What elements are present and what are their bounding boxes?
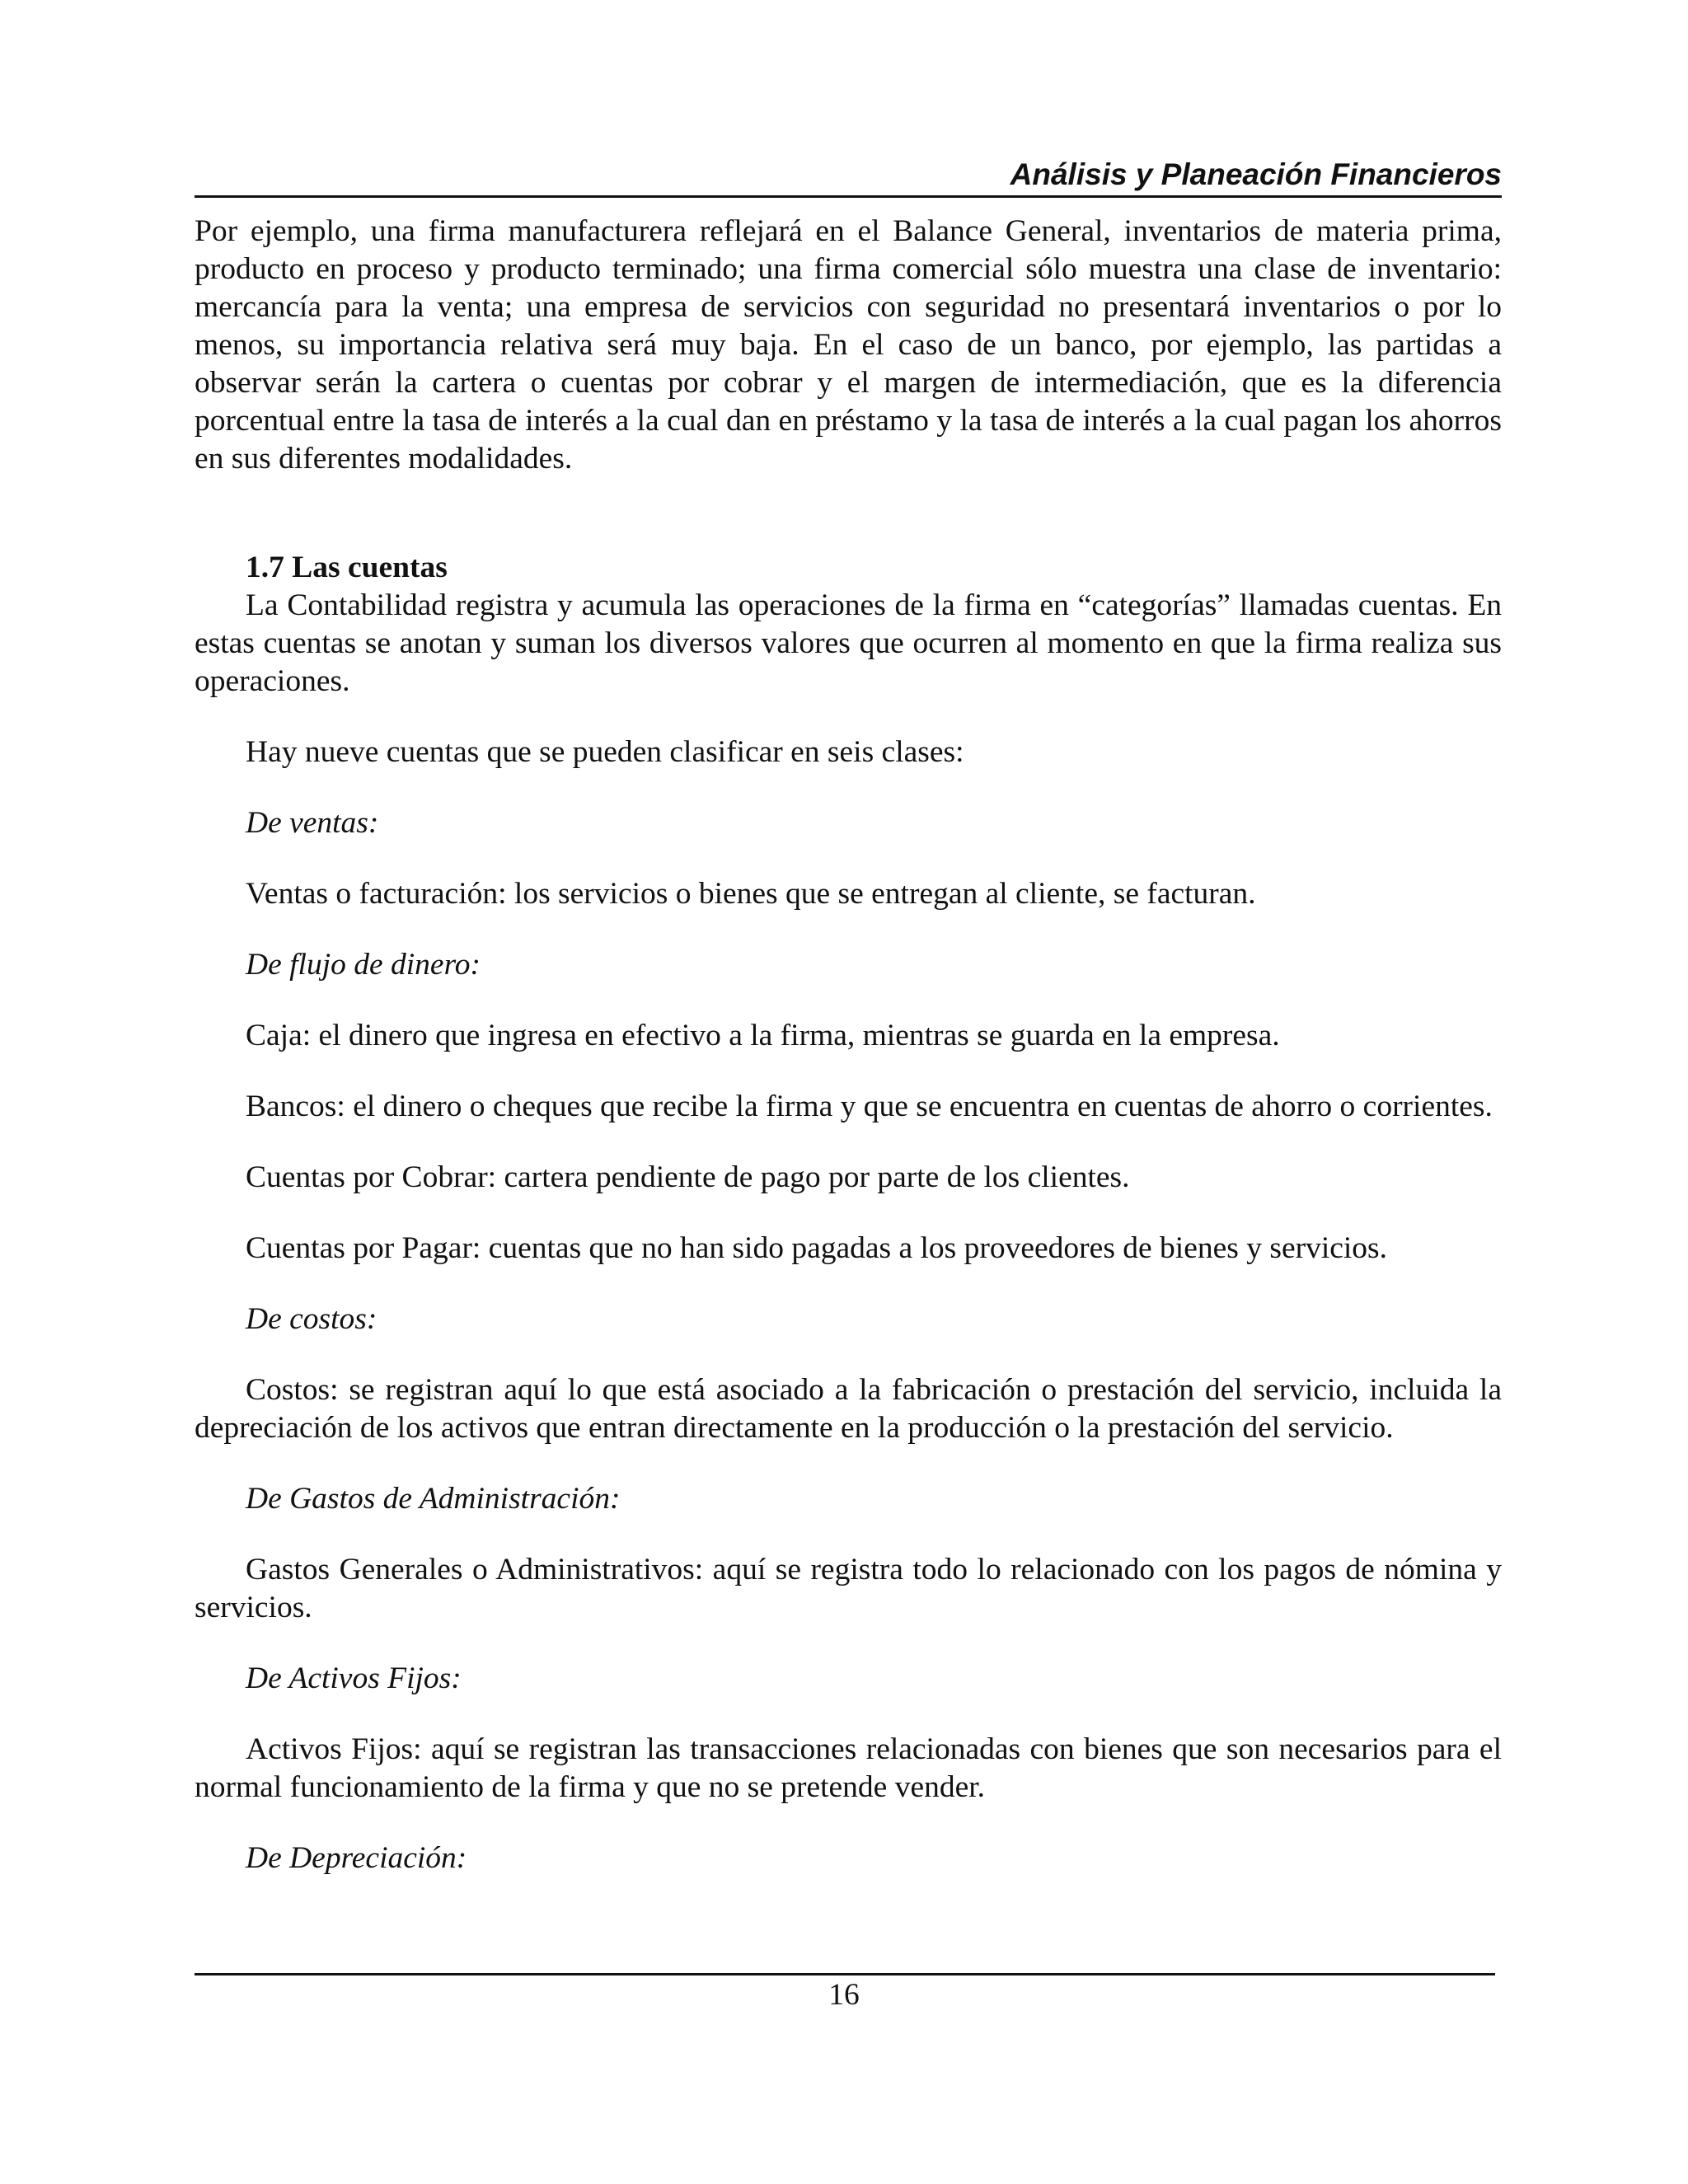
body-text [195, 213, 1502, 1877]
category-ventas: De ventas: [246, 806, 379, 840]
footer-rule [195, 1973, 1495, 1975]
category-costos: De costos: [246, 1302, 377, 1336]
category-flujo-de-dinero: De flujo de dinero: [246, 948, 481, 982]
paragraph-caja: Caja: el dinero que ingresa en efectivo a la firma, mientras se guarda en la empresa. [246, 1019, 1280, 1052]
classes-intro-paragraph: Hay nueve cuentas que se pueden clasificar en seis clases: [246, 735, 964, 769]
header-rule [195, 195, 1502, 198]
running-header: Análisis y Planeación Financieros [1010, 157, 1502, 191]
paragraph-cuentas-por-pagar: Cuentas por Pagar: cuentas que no han sido pagadas a los proveedores de bienes y servicios. [246, 1231, 1388, 1265]
category-activos-fijos: De Activos Fijos: [246, 1661, 462, 1695]
paragraph-costos: Costos: se registran aquí lo que está asociado a la fabricación o prestación del servicio, incluida la depreciación de los activos que entran directamente en la producción o la prestación del servicio. [195, 1373, 1502, 1445]
paragraph-gastos: Gastos Generales o Administrativos: aquí se registra todo lo relacionado con los pagos de nómina y servicios. [195, 1553, 1502, 1624]
section-heading: 1.7 Las cuentas [246, 551, 448, 584]
category-depreciacion: De Depreciación: [246, 1841, 467, 1875]
paragraph-ventas: Ventas o facturación: los servicios o bienes que se entregan al cliente, se facturan. [246, 877, 1256, 911]
paragraph-activos-fijos: Activos Fijos: aquí se registran las transacciones relacionadas con bienes que son necesarios para el normal funcionamiento de la firma y que no se pretende vender. [195, 1732, 1502, 1804]
page-number: 16 [828, 1978, 860, 2012]
section-intro-paragraph: La Contabilidad registra y acumula las operaciones de la firma en “categorías” llamadas cuentas. En estas cuentas se anotan y suman los diversos valores que ocurren al momento en que la firma realiza sus operaciones. [195, 588, 1502, 698]
paragraph-bancos: Bancos: el dinero o cheques que recibe la firma y que se encuentra en cuentas de ahorro o corrientes. [246, 1090, 1493, 1123]
category-gastos-de-administracion: De Gastos de Administración: [246, 1482, 621, 1516]
intro-paragraph: Por ejemplo, una firma manufacturera reflejará en el Balance General, inventarios de materia prima, producto en proceso y producto terminado; una firma comercial sólo muestra una clase de inventario: mercancía para la venta; una empresa de servicios con seguridad no presentará inventarios o por lo menos, su importancia relativa será muy baja. En el caso de un banco, por ejemplo, las partidas a observar serán la cartera o cuentas por cobrar y el margen de intermediación, que es la diferencia porcentual entre la tasa de interés a la cual dan en préstamo y la tasa de interés a la cual pagan los ahorros en sus diferentes modalidades. [195, 214, 1502, 476]
paragraph-cuentas-por-cobrar: Cuentas por Cobrar: cartera pendiente de pago por parte de los clientes. [246, 1160, 1130, 1194]
